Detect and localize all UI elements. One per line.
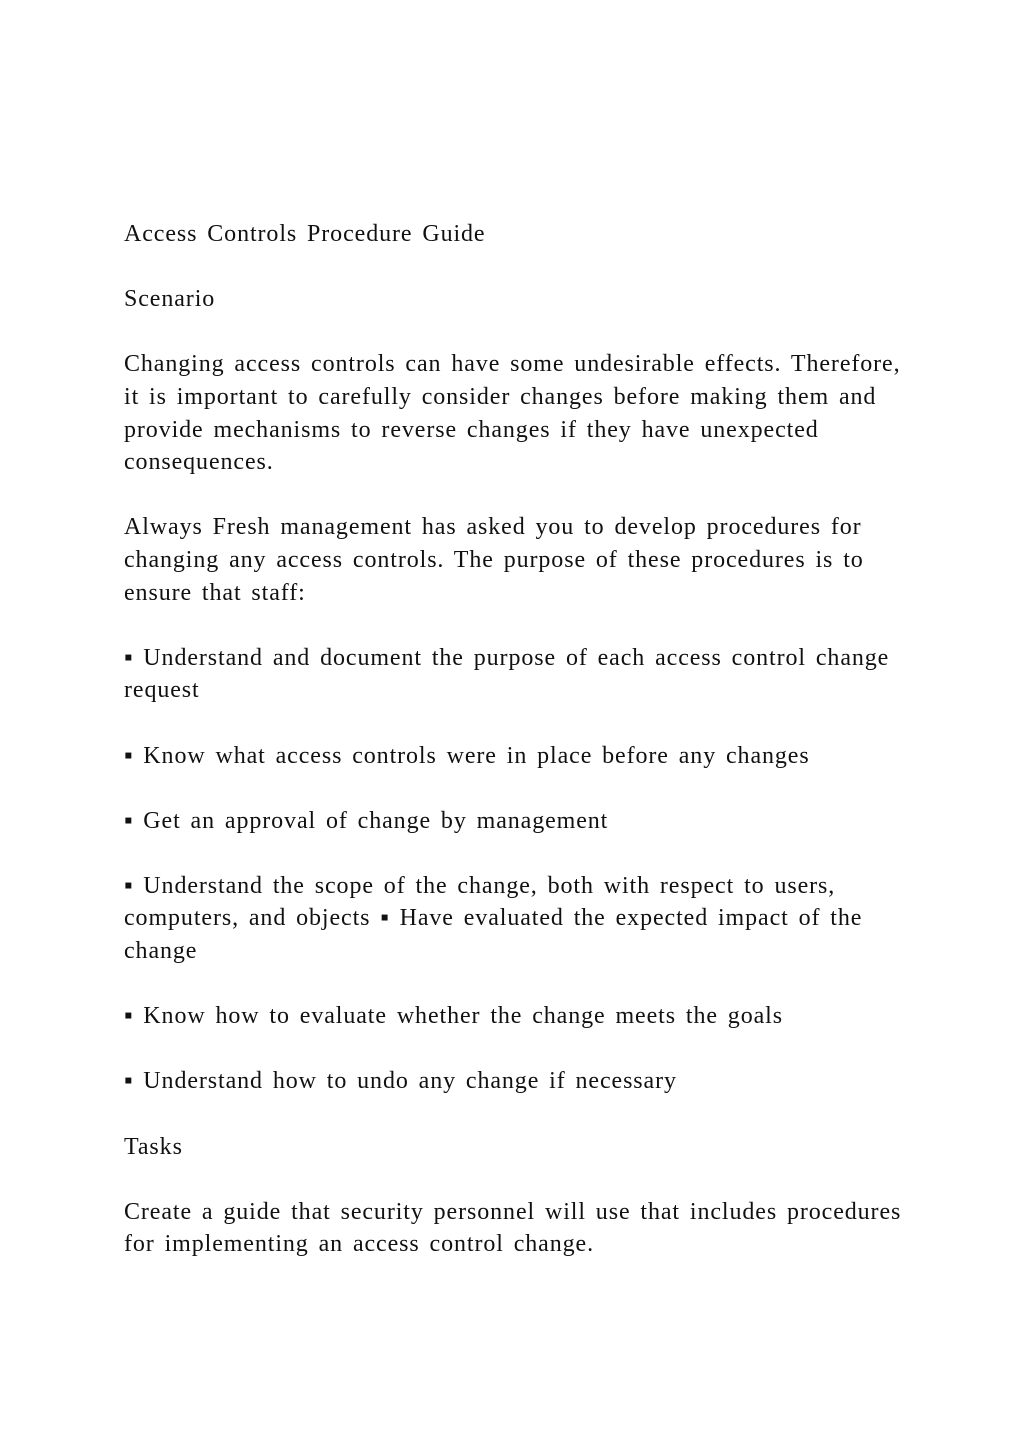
- bullet-item: ▪ Know how to evaluate whether the change meets the goals: [124, 1003, 783, 1030]
- bullet-item: ▪ Understand the scope of the change, both with respect to users, computers, and objects ▪ Have evaluated the expected impact of the change: [124, 872, 863, 965]
- scenario-paragraph: Changing access controls can have some undesirable effects. Therefore, it is important to carefully consider changes before making them and provide mechanisms to reverse changes if they have unexpected consequences.: [124, 351, 901, 476]
- document-body: [124, 218, 904, 1294]
- tasks-paragraph: Create a guide that security personnel will use that includes procedures for implementing an access control change.: [124, 1198, 902, 1258]
- scenario-paragraph: Always Fresh management has asked you to develop procedures for changing any access controls. The purpose of these procedures is to ensure that staff:: [124, 514, 864, 606]
- bullet-item: ▪ Know what access controls were in place before any changes: [124, 742, 810, 769]
- document-title: Access Controls Procedure Guide: [124, 221, 486, 247]
- scenario-heading: Scenario: [124, 286, 216, 313]
- bullet-item: ▪ Understand how to undo any change if necessary: [124, 1068, 677, 1095]
- tasks-heading: Tasks: [124, 1133, 183, 1160]
- bullet-item: ▪ Understand and document the purpose of each access control change request: [124, 644, 890, 704]
- bullet-item: ▪ Get an approval of change by management: [124, 807, 609, 834]
